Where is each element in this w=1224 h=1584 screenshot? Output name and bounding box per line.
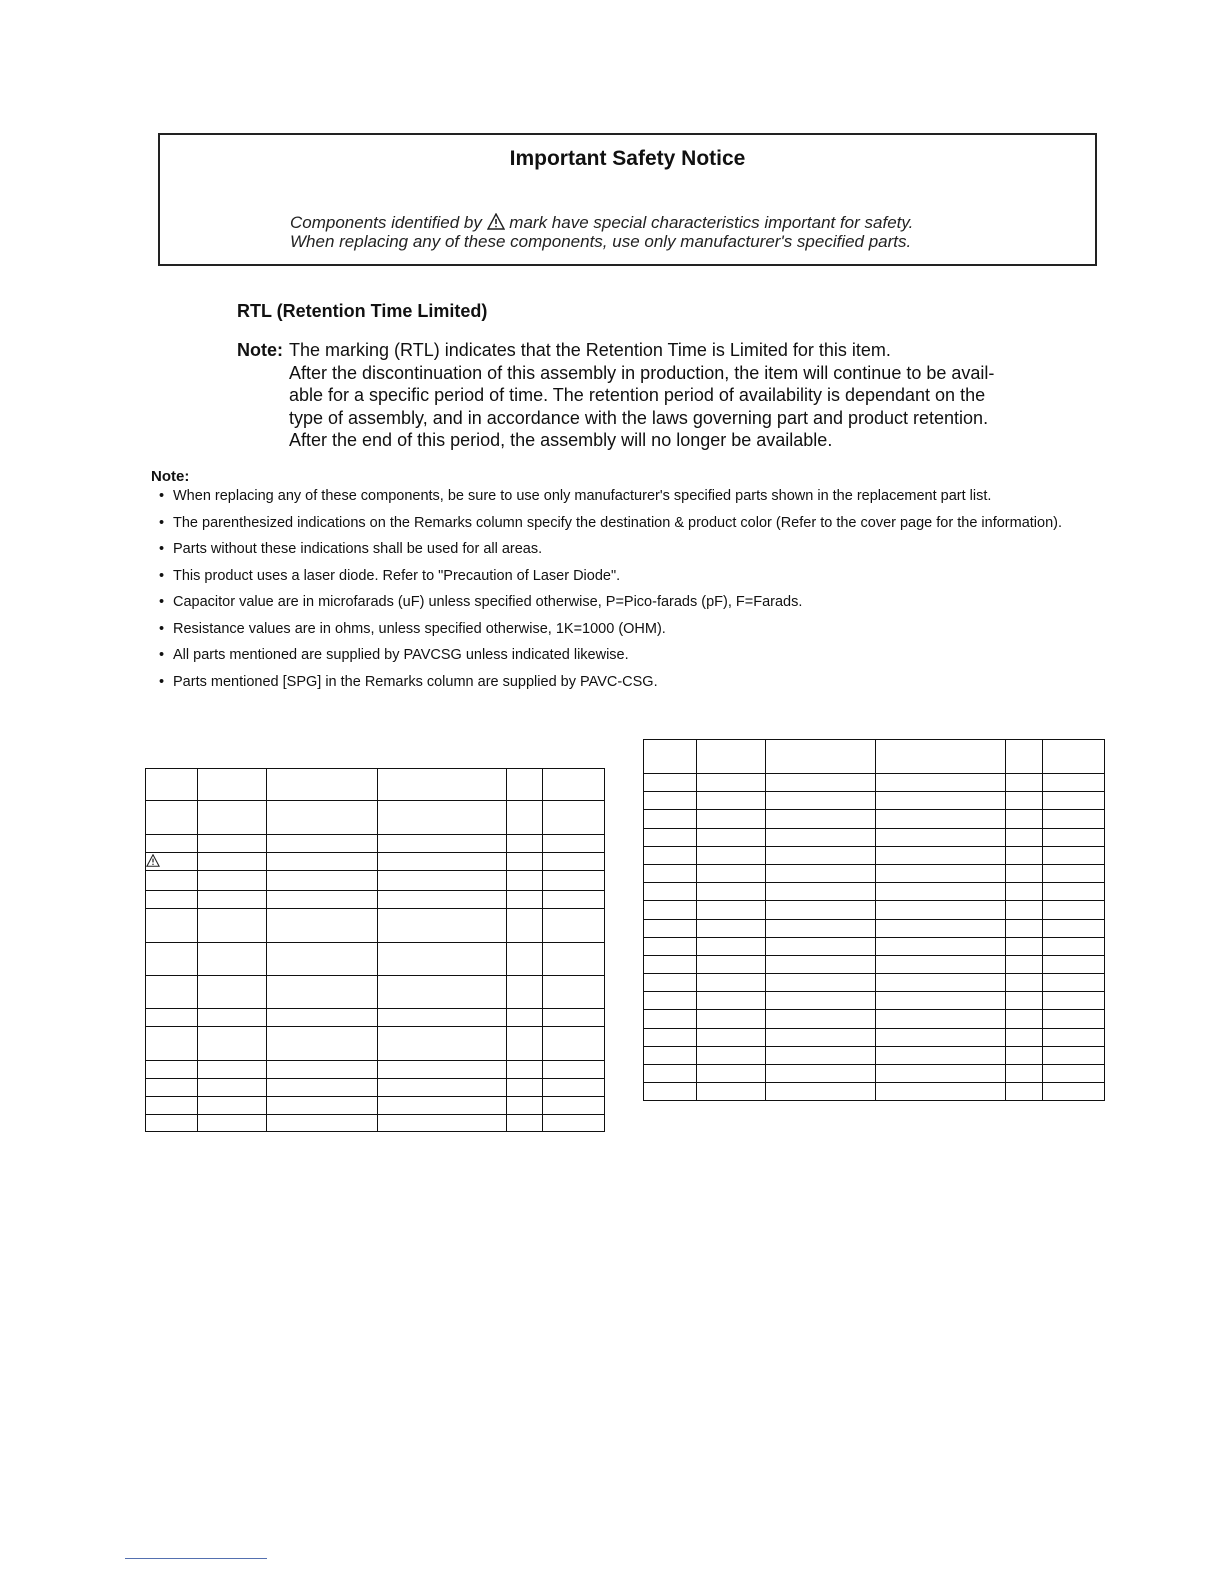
table-cell <box>876 792 1006 810</box>
table-cell <box>542 1079 604 1097</box>
table-row <box>146 801 605 835</box>
table-cell <box>766 1010 876 1028</box>
table-row <box>146 871 605 891</box>
table-cell <box>267 1079 377 1097</box>
table-cell <box>542 769 604 801</box>
table-row <box>644 828 1105 846</box>
table-cell <box>377 801 507 835</box>
rtl-note-label: Note: <box>237 340 283 360</box>
note-item: • Parts without these indications shall be used for all areas. <box>151 540 1111 560</box>
table-cell <box>1042 937 1104 955</box>
table-cell <box>766 901 876 919</box>
table-cell <box>876 774 1006 792</box>
table-cell <box>542 1009 604 1027</box>
table-cell <box>507 943 542 976</box>
table-cell <box>697 974 766 992</box>
table-cell <box>766 992 876 1010</box>
safety-notice-title: Important Safety Notice <box>509 147 746 170</box>
table-cell <box>1006 864 1042 882</box>
table-row <box>146 1097 605 1115</box>
table-cell <box>146 769 198 801</box>
table-cell <box>1006 919 1042 937</box>
table-cell <box>766 1083 876 1101</box>
table-cell <box>146 1027 198 1061</box>
notes-section <box>151 468 1111 699</box>
table-cell <box>542 909 604 943</box>
table-cell <box>267 1061 377 1079</box>
table-cell <box>1042 1046 1104 1064</box>
table-cell <box>1006 846 1042 864</box>
table-row <box>644 774 1105 792</box>
table-cell <box>198 769 267 801</box>
rtl-line: The marking (RTL) indicates that the Retention Time is Limited for this item. <box>289 340 891 360</box>
table-cell <box>377 1097 507 1115</box>
table-cell <box>1042 774 1104 792</box>
table-cell <box>377 1027 507 1061</box>
table-cell <box>766 1065 876 1083</box>
table-cell <box>644 1028 697 1046</box>
table-cell <box>644 883 697 901</box>
table-cell <box>377 1115 507 1132</box>
table-row <box>644 740 1105 774</box>
table-cell <box>1042 974 1104 992</box>
table-cell <box>146 976 198 1009</box>
table-cell <box>1006 1010 1042 1028</box>
table-cell <box>644 864 697 882</box>
table-cell <box>377 871 507 891</box>
table-cell <box>377 1061 507 1079</box>
table-cell <box>1006 740 1042 774</box>
table-cell <box>1006 828 1042 846</box>
table-row <box>644 1010 1105 1028</box>
table-row <box>146 909 605 943</box>
table-cell <box>1042 846 1104 864</box>
table-cell <box>146 1079 198 1097</box>
table-cell <box>766 937 876 955</box>
table-cell <box>1006 955 1042 973</box>
table-cell <box>644 1065 697 1083</box>
rtl-title: RTL (Retention Time Limited) <box>237 301 488 321</box>
table-cell <box>267 769 377 801</box>
table-cell <box>542 1061 604 1079</box>
table-cell <box>1042 919 1104 937</box>
table-cell <box>198 1061 267 1079</box>
safety-notice-text <box>290 213 913 251</box>
table-row <box>644 919 1105 937</box>
table-cell <box>542 1115 604 1132</box>
table-row <box>644 992 1105 1010</box>
table-cell <box>644 828 697 846</box>
table-cell <box>766 828 876 846</box>
table-cell <box>876 901 1006 919</box>
table-cell <box>1042 1028 1104 1046</box>
table-cell <box>697 774 766 792</box>
table-cell <box>697 1083 766 1101</box>
note-item: • Capacitor value are in microfarads (uF) unless specified otherwise, P=Pico-farads (pF), F=Farads. <box>151 593 1111 613</box>
table-cell <box>1042 792 1104 810</box>
table-cell <box>766 1046 876 1064</box>
note-item: • Resistance values are in ohms, unless specified otherwise, 1K=1000 (OHM). <box>151 620 1111 640</box>
table-cell <box>146 943 198 976</box>
table-cell <box>876 1010 1006 1028</box>
table-cell <box>146 801 198 835</box>
table-cell <box>198 853 267 871</box>
table-cell <box>1006 1028 1042 1046</box>
table-cell <box>507 909 542 943</box>
table-cell <box>198 909 267 943</box>
table-row <box>644 1065 1105 1083</box>
table-cell <box>644 792 697 810</box>
table-cell <box>507 891 542 909</box>
table-cell <box>1006 792 1042 810</box>
table-cell <box>198 835 267 853</box>
table-cell <box>644 846 697 864</box>
table-cell <box>267 835 377 853</box>
table-row <box>146 1061 605 1079</box>
table-cell <box>876 740 1006 774</box>
warning-triangle-icon <box>487 213 505 230</box>
table-cell <box>876 1065 1006 1083</box>
table-cell <box>1042 955 1104 973</box>
table-cell <box>697 1028 766 1046</box>
table-cell <box>198 1097 267 1115</box>
table-cell <box>876 974 1006 992</box>
table-row <box>644 792 1105 810</box>
table-cell <box>146 1115 198 1132</box>
table-cell <box>644 740 697 774</box>
table-cell <box>876 810 1006 828</box>
note-item: • When replacing any of these components, be sure to use only manufacturer's specified parts shown in the replacement part list. <box>151 487 1111 507</box>
rtl-note <box>237 339 995 450</box>
notice-line1-start: Components identified by <box>290 213 487 232</box>
table-cell <box>267 1009 377 1027</box>
table-cell <box>644 937 697 955</box>
right-parts-table <box>643 739 1105 1101</box>
table-cell <box>198 1027 267 1061</box>
table-row <box>146 835 605 853</box>
table-cell <box>267 976 377 1009</box>
table-row <box>146 943 605 976</box>
table-cell <box>198 891 267 909</box>
table-cell <box>1042 864 1104 882</box>
table-cell <box>766 883 876 901</box>
table-cell <box>697 864 766 882</box>
table-cell <box>766 864 876 882</box>
table-row <box>146 1115 605 1132</box>
safety-notice-box <box>158 133 1097 266</box>
table-cell <box>267 801 377 835</box>
table-cell <box>198 1115 267 1132</box>
table-row <box>644 810 1105 828</box>
table-cell <box>198 1079 267 1097</box>
notes-label: Note: <box>151 468 190 485</box>
table-cell <box>697 901 766 919</box>
table-cell <box>507 1061 542 1079</box>
table-cell <box>1006 1083 1042 1101</box>
table-cell <box>198 871 267 891</box>
table-cell <box>697 883 766 901</box>
table-cell <box>697 992 766 1010</box>
table-cell <box>766 792 876 810</box>
table-cell <box>267 909 377 943</box>
table-cell <box>377 853 507 871</box>
table-cell <box>267 943 377 976</box>
table-cell <box>876 828 1006 846</box>
table-cell <box>766 974 876 992</box>
table-cell <box>644 1083 697 1101</box>
table-cell <box>198 801 267 835</box>
notice-line1-end: mark have special characteristics important for safety. <box>504 213 914 232</box>
table-cell <box>697 955 766 973</box>
table-row <box>644 1028 1105 1046</box>
table-cell <box>146 1061 198 1079</box>
table-cell <box>1042 1065 1104 1083</box>
table-cell <box>542 835 604 853</box>
table-cell <box>146 853 198 871</box>
table-cell <box>766 846 876 864</box>
table-row <box>146 891 605 909</box>
notes-list <box>151 487 1111 692</box>
table-row <box>644 883 1105 901</box>
table-row <box>644 955 1105 973</box>
warning-triangle-icon <box>146 854 160 867</box>
table-cell <box>644 919 697 937</box>
table-cell <box>146 1009 198 1027</box>
table-row <box>644 974 1105 992</box>
rtl-line: After the end of this period, the assembly will no longer be available. <box>289 430 833 450</box>
table-cell <box>377 1079 507 1097</box>
table-cell <box>198 976 267 1009</box>
table-cell <box>146 871 198 891</box>
table-cell <box>697 792 766 810</box>
table-cell <box>542 801 604 835</box>
table-cell <box>507 1115 542 1132</box>
table-cell <box>876 1083 1006 1101</box>
table-cell <box>377 909 507 943</box>
table-cell <box>1006 992 1042 1010</box>
table-cell <box>1042 828 1104 846</box>
table-cell <box>507 1079 542 1097</box>
table-cell <box>876 1028 1006 1046</box>
table-row <box>644 864 1105 882</box>
table-cell <box>644 774 697 792</box>
table-cell <box>1006 810 1042 828</box>
table-row <box>146 1079 605 1097</box>
table-cell <box>876 919 1006 937</box>
table-cell <box>876 992 1006 1010</box>
table-cell <box>1042 1010 1104 1028</box>
table-cell <box>267 871 377 891</box>
table-row <box>146 853 605 871</box>
table-cell <box>876 864 1006 882</box>
table-cell <box>507 976 542 1009</box>
table-cell <box>697 740 766 774</box>
note-item: • All parts mentioned are supplied by PAVCSG unless indicated likewise. <box>151 646 1111 666</box>
table-cell <box>377 1009 507 1027</box>
table-cell <box>644 992 697 1010</box>
table-row <box>146 1009 605 1027</box>
table-cell <box>1006 937 1042 955</box>
rtl-line: able for a specific period of time. The retention period of availability is dependant on the <box>289 385 986 405</box>
table-row <box>644 1083 1105 1101</box>
footnote-divider <box>125 1558 267 1559</box>
table-cell <box>1006 883 1042 901</box>
table-cell <box>697 1046 766 1064</box>
table-cell <box>644 974 697 992</box>
table-cell <box>507 769 542 801</box>
rtl-line: type of assembly, and in accordance with the laws governing part and product retention. <box>289 407 989 428</box>
table-row <box>146 769 605 801</box>
table-cell <box>697 1065 766 1083</box>
table-cell <box>542 871 604 891</box>
table-cell <box>644 901 697 919</box>
table-cell <box>542 891 604 909</box>
table-row <box>644 1046 1105 1064</box>
table-cell <box>377 976 507 1009</box>
table-cell <box>507 853 542 871</box>
table-cell <box>697 846 766 864</box>
table-cell <box>1042 810 1104 828</box>
table-cell <box>146 909 198 943</box>
table-cell <box>542 853 604 871</box>
table-cell <box>876 1046 1006 1064</box>
table-cell <box>644 955 697 973</box>
note-item: • Parts mentioned [SPG] in the Remarks column are supplied by PAVC-CSG. <box>151 673 1111 693</box>
table-cell <box>267 1097 377 1115</box>
table-cell <box>267 1027 377 1061</box>
table-cell <box>876 937 1006 955</box>
table-cell <box>766 1028 876 1046</box>
table-cell <box>1042 740 1104 774</box>
table-cell <box>507 871 542 891</box>
table-cell <box>507 835 542 853</box>
note-item: • The parenthesized indications on the Remarks column specify the destination & product color (Refer to the cover page for the information). <box>151 514 1111 534</box>
note-item: • This product uses a laser diode. Refer to "Precaution of Laser Diode". <box>151 567 1111 587</box>
table-cell <box>146 835 198 853</box>
table-cell <box>1006 901 1042 919</box>
table-cell <box>542 943 604 976</box>
table-cell <box>1042 901 1104 919</box>
table-cell <box>766 740 876 774</box>
table-cell <box>267 891 377 909</box>
table-cell <box>1042 883 1104 901</box>
table-cell <box>1042 992 1104 1010</box>
table-row <box>644 937 1105 955</box>
left-parts-table <box>145 768 605 1132</box>
table-cell <box>377 835 507 853</box>
table-cell <box>766 955 876 973</box>
table-row <box>644 846 1105 864</box>
table-cell <box>697 919 766 937</box>
table-cell <box>146 891 198 909</box>
table-cell <box>198 1009 267 1027</box>
table-cell <box>766 774 876 792</box>
table-cell <box>1006 1046 1042 1064</box>
table-cell <box>1006 974 1042 992</box>
table-cell <box>766 919 876 937</box>
table-cell <box>377 943 507 976</box>
table-cell <box>697 828 766 846</box>
table-cell <box>697 810 766 828</box>
table-cell <box>542 1097 604 1115</box>
table-row <box>146 976 605 1009</box>
notice-line2: When replacing any of these components, use only manufacturer's specified parts. <box>290 232 912 251</box>
rtl-line: After the discontinuation of this assembly in production, the item will continue to be avail- <box>289 362 995 383</box>
table-cell <box>644 810 697 828</box>
table-cell <box>876 883 1006 901</box>
table-cell <box>697 937 766 955</box>
table-cell <box>507 1097 542 1115</box>
table-cell <box>507 1009 542 1027</box>
rtl-note-body <box>289 339 1049 452</box>
table-cell <box>377 891 507 909</box>
table-cell <box>1006 774 1042 792</box>
table-cell <box>876 955 1006 973</box>
table-cell <box>146 1097 198 1115</box>
table-cell <box>198 943 267 976</box>
table-cell <box>507 801 542 835</box>
table-cell <box>507 1027 542 1061</box>
table-cell <box>697 1010 766 1028</box>
table-cell <box>766 810 876 828</box>
table-cell <box>876 846 1006 864</box>
table-cell <box>542 1027 604 1061</box>
table-cell <box>644 1046 697 1064</box>
table-cell <box>542 976 604 1009</box>
table-cell <box>644 1010 697 1028</box>
table-cell <box>377 769 507 801</box>
table-cell <box>1042 1083 1104 1101</box>
table-row <box>644 901 1105 919</box>
table-cell <box>267 1115 377 1132</box>
table-row <box>146 1027 605 1061</box>
table-cell <box>267 853 377 871</box>
table-cell <box>1006 1065 1042 1083</box>
